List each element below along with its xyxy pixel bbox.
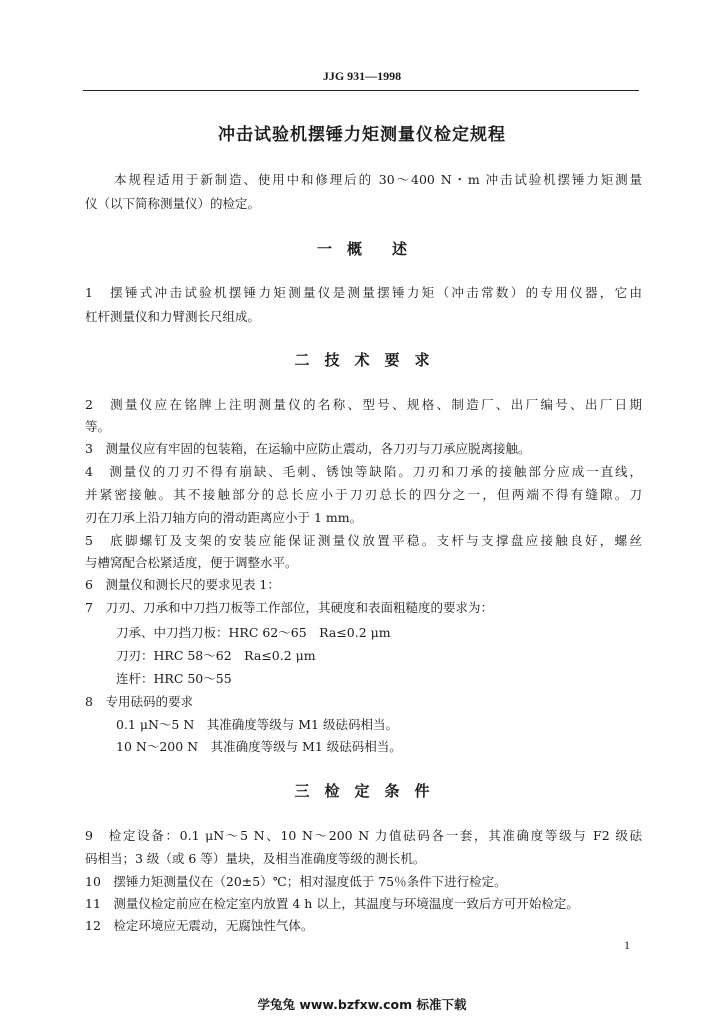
document-code-header: JJG 931—1998 <box>322 69 402 83</box>
clause-9-line-2: 码相当；3 级（或 6 等）量块，及相当准确度等级的测长机。 <box>85 851 426 866</box>
section-heading-technical-requirements: 二 技 术 要 求 <box>294 351 430 369</box>
clause-12: 12 检定环境应无震动，无腐蚀性气体。 <box>85 918 314 933</box>
clause-8-item-small-weights: 0.1 μN～5 N 其准确度等级与 M1 级砝码相当。 <box>116 717 398 732</box>
intro-line-1: 本规程适用于新制造、使用中和修理后的 30～400 N・m 冲击试验机摆锤力矩测量 <box>114 172 642 187</box>
section-heading-overview: 一 概 述 <box>316 240 407 258</box>
intro-line-2: 仪（以下简称测量仪）的检定。 <box>85 196 261 211</box>
clause-2-line-1: 2 测量仪应在铭牌上注明测量仪的名称、型号、规格、制造厂、出厂编号、出厂日期 <box>85 397 642 412</box>
clause-1-line-1: 1 摆锤式冲击试验机摆锤力矩测量仪是测量摆锤力矩（冲击常数）的专用仪器，它由 <box>85 285 642 300</box>
clause-7-item-knife-edge: 刀刃：HRC 58～62 Ra≤0.2 μm <box>116 648 316 663</box>
clause-8: 8 专用砝码的要求 <box>85 694 193 709</box>
clause-1-line-2: 杠杆测量仪和力臂测长尺组成。 <box>85 309 261 324</box>
clause-4-line-1: 4 测量仪的刀刃不得有崩缺、毛刺、锈蚀等缺陷。刀刃和刀承的接触部分应成一直线， <box>85 464 642 479</box>
clause-9-line-1: 9 检定设备：0.1 μN～5 N、10 N～200 N 力值砝码各一套，其准确度等级与 F2 级砝 <box>85 828 642 843</box>
document-title: 冲击试验机摆锤力矩测量仪检定规程 <box>218 125 506 145</box>
clause-3: 3 测量仪应有牢固的包装箱，在运输中应防止震动，各刀刃与刀承应脱离接触。 <box>85 441 531 456</box>
section-heading-verification-conditions: 三 检 定 条 件 <box>294 782 430 800</box>
clause-7: 7 刀刃、刀承和中刀挡刀板等工作部位，其硬度和表面粗糙度的要求为： <box>85 600 493 615</box>
clause-4-line-3: 刃在刀承上沿刀轴方向的滑动距离应小于 1 mm。 <box>85 510 363 525</box>
clause-8-item-large-weights: 10 N～200 N 其准确度等级与 M1 级砝码相当。 <box>116 739 402 754</box>
download-watermark-footer: 学兔兔 www.bzfxw.com 标准下载 <box>257 997 467 1012</box>
clause-11: 11 测量仪检定前应在检定室内放置 4 h 以上，其温度与环境温度一致后方可开始检定。 <box>85 896 579 911</box>
clause-4-line-2: 并紧密接触。其不接触部分的总长应小于刀刃总长的四分之一，但两端不得有缝隙。刀 <box>85 487 642 502</box>
clause-5-line-2: 与槽窝配合松紧适度，便于调整水平。 <box>85 555 298 570</box>
clause-5-line-1: 5 底脚螺钉及支架的安装应能保证测量仪放置平稳。支杆与支撑盘应接触良好，螺丝 <box>85 533 642 548</box>
clause-7-item-connecting-rod: 连杆：HRC 50～55 <box>116 671 232 686</box>
clause-2-line-2: 等。 <box>85 419 111 434</box>
clause-10: 10 摆锤力矩测量仪在（20±5）℃；相对湿度低于 75％条件下进行检定。 <box>85 874 507 889</box>
clause-6: 6 测量仪和测长尺的要求见表 1： <box>85 577 280 592</box>
page-number: 1 <box>624 938 630 952</box>
header-rule <box>83 90 639 91</box>
clause-7-item-knife-bearing: 刀承、中刀挡刀板：HRC 62～65 Ra≤0.2 μm <box>116 625 391 640</box>
